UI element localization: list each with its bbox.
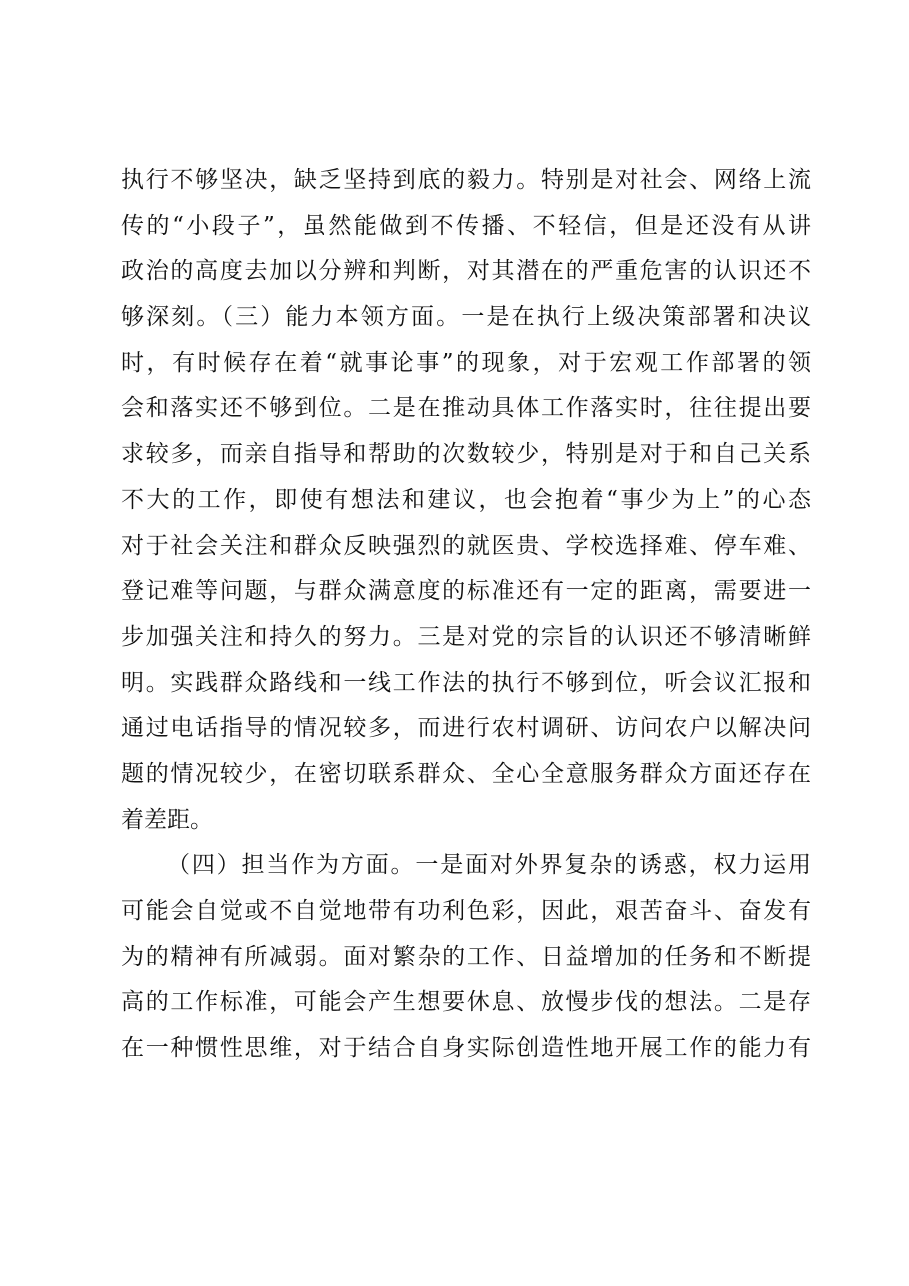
text-line: 步加强关注和持久的努力。三是对党的宗旨的认识还不够清晰鲜 xyxy=(121,623,811,650)
text-line: 时，有时候存在着“就事论事”的现象，对于宏观工作部署的领 xyxy=(121,349,811,376)
text-line: 为的精神有所减弱。面对繁杂的工作、日益增加的任务和不断提 xyxy=(121,943,811,970)
text-line: 够深刻。（三）能力本领方面。一是在执行上级决策部署和决议 xyxy=(121,304,811,331)
document-body xyxy=(121,158,811,1072)
text-line: 政治的高度去加以分辨和判断，对其潜在的严重危害的认识还不 xyxy=(121,258,811,285)
text-line: 会和落实还不够到位。二是在推动具体工作落实时，往往提出要 xyxy=(121,395,811,422)
text-line: 不大的工作，即使有想法和建议，也会抱着“事少为上”的心态 xyxy=(121,486,811,513)
text-line: 求较多，而亲自指导和帮助的次数较少，特别是对于和自己关系 xyxy=(121,441,811,468)
text-line: 执行不够坚决，缺乏坚持到底的毅力。特别是对社会、网络上流 xyxy=(121,167,811,193)
text-line: 在一种惯性思维，对于结合自身实际创造性地开展工作的能力有 xyxy=(121,1035,811,1062)
text-line: 传的“小段子”，虽然能做到不传播、不轻信，但是还没有从讲 xyxy=(121,212,811,239)
paragraph-first-line: （四）担当作为方面。一是面对外界复杂的诱惑，权力运用 xyxy=(167,852,811,879)
text-line: 明。实践群众路线和一线工作法的执行不够到位，听会议汇报和 xyxy=(121,669,811,696)
text-line: 高的工作标准，可能会产生想要休息、放慢步伐的想法。二是存 xyxy=(121,989,811,1016)
text-line: 对于社会关注和群众反映强烈的就医贵、学校选择难、停车难、 xyxy=(121,532,811,559)
text-line: 着差距。 xyxy=(121,806,213,833)
text-line: 通过电话指导的情况较多，而进行农村调研、访问农户以解决问 xyxy=(121,715,811,742)
text-line: 题的情况较少，在密切联系群众、全心全意服务群众方面还存在 xyxy=(121,760,811,787)
text-line: 登记难等问题，与群众满意度的标准还有一定的距离，需要进一 xyxy=(121,578,811,605)
text-line: 可能会自觉或不自觉地带有功利色彩，因此，艰苦奋斗、奋发有 xyxy=(121,898,811,924)
